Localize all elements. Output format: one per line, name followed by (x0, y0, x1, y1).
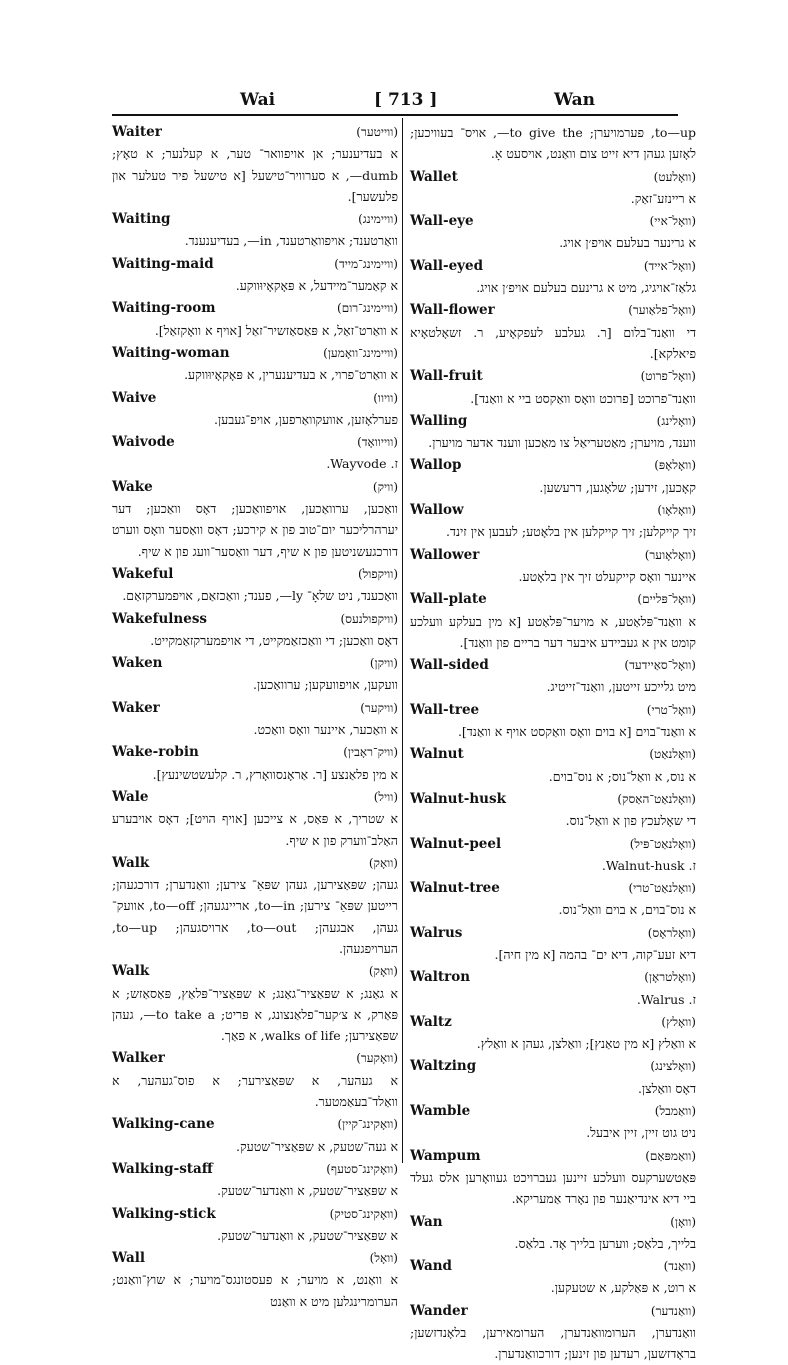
headword: Wander (410, 1302, 468, 1319)
headword: Wall-flower (410, 302, 495, 319)
pronunciation: (וואָלאָו) (657, 503, 696, 518)
headword: Wall-plate (410, 591, 487, 608)
entry-headline (112, 477, 398, 498)
entry-headline (410, 455, 696, 476)
headword: Wakefulness (112, 610, 208, 627)
entry-headline (410, 589, 696, 610)
dictionary-entry (112, 477, 398, 562)
page-header (112, 90, 678, 116)
headword: Waive (112, 389, 157, 406)
definition: א וואַרט־זאַל, א פּאַסאַזשיר־זאַל [אויף א וואָקזאַל]. (154, 322, 398, 338)
headword: Wallop (410, 457, 462, 474)
definition: קאָכען, זידען; שלאָגען, דרעשען. (539, 479, 696, 495)
pronunciation: (וואָלנאַט) (649, 747, 696, 762)
headword: Waker (112, 699, 160, 716)
entry-headline (112, 961, 398, 982)
header-rule (112, 114, 678, 116)
definition: מיט גלייכע זייטען, וואַנד־זייטיג. (546, 679, 696, 695)
headword: Waiter (112, 124, 162, 140)
dictionary-entry (112, 742, 398, 785)
pronunciation: (וואָקער) (356, 1051, 398, 1066)
pronunciation: (וואָלנאַט־פּיל) (629, 836, 696, 851)
headword: Wall-sided (410, 657, 489, 674)
headword: Wampum (410, 1147, 481, 1164)
definition: א וואַלץ [א מין טאַנץ]; וואַלצן, געהן א וואַלץ. (476, 1036, 696, 1052)
entry-headline (112, 432, 398, 453)
headword: Walk (112, 963, 150, 980)
dictionary-entry (410, 923, 696, 966)
pronunciation: (וואָלטראָן) (644, 970, 696, 985)
pronunciation: (וואָלצינג) (650, 1059, 696, 1074)
dictionary-entry (112, 609, 398, 652)
entry-headline (410, 1256, 696, 1277)
definition: די וואַנד־בלום [ר. געלבע לעפקאָיע, ר. זשאָלטאָיא פיאלקא]. (410, 324, 696, 361)
definition: א גרינער בעלעם אויפ׳ן אויג. (559, 235, 696, 251)
definition: וועקען, אויפוועקען; ערוואַכען. (253, 677, 398, 693)
pronunciation: (וויקפולנעס) (340, 611, 398, 626)
dictionary-entry (410, 589, 696, 653)
headword: Walnut-husk (410, 790, 506, 807)
pronunciation: (ווייוואָד) (357, 435, 398, 450)
dictionary-entry (112, 209, 398, 252)
entry-headline (112, 254, 398, 275)
definition: ז. Wayvode. (326, 456, 398, 472)
definition: וואַנד־פרוכט [פרוכט וואָס וואַקסט ביי א וואַנד]. (470, 390, 696, 406)
definition: די שאָלעכץ פון א וואַל־נוס. (565, 813, 696, 829)
dictionary-entry (410, 789, 696, 832)
pronunciation: (וואָל־טרי) (646, 702, 696, 717)
pronunciation: (וואָלעט) (653, 169, 696, 184)
definition: זיך קייקלען; זיך קייקלען אין בלאָטע; לעבען אין זינד. (445, 524, 696, 540)
definition: א וואַנד־פּלאַטע, א מויער־פּלאַטע [א מין בעלקע וועלכע קומט אין א געביידע איבער דער בריים פון וואַנד]. (410, 613, 696, 650)
dictionary-entry (112, 853, 398, 959)
headword: Wake (112, 478, 153, 495)
definition: וואַנדערן, הערומוואַנדערן, הערומאירען, בלאָנדזשען; בראָדזשען, רעדען פון זינען; דורכוואַנדערן. (410, 1325, 696, 1362)
pronunciation: (וואָלאָוער) (644, 547, 696, 562)
definition: א שטריך, א פּאַס, א צייכען [אויף הויט]; דאָס אויבערע האַלב־ווערק פון א שיף. (112, 811, 398, 848)
dictionary-entry (410, 122, 696, 165)
pronunciation: (וואָקינג־קיין) (337, 1117, 398, 1132)
pronunciation: (וואָל) (369, 1251, 398, 1266)
definition: א וואַנד־בוים [א בוים וואָס וואַקסט אויף א וואַנד]. (457, 724, 696, 740)
dictionary-entry (410, 1056, 696, 1099)
headword: Waivode (112, 434, 175, 451)
entry-headline (410, 878, 696, 899)
header-right-word: Wan (554, 90, 595, 110)
entry-headline (410, 967, 696, 988)
headword: Walk (112, 854, 150, 871)
entry-headline (410, 300, 696, 321)
definition: וואַכענד, ניט שלאָ־ ly—, פענד; וואַכזאַם, אויפמערקזאַם. (122, 588, 398, 604)
entry-headline (112, 742, 398, 763)
entry-headline (410, 1301, 696, 1322)
definition: ווענד, מויערן; מאַטעריאַל צו מאַכען ווענד אדער מויערן. (428, 435, 696, 451)
pronunciation: (וואָל־איי) (649, 214, 696, 229)
definition: בלייך, בלאַס; ווערען בלייך אָד. בלאַס. (514, 1235, 696, 1251)
definition: א בעדיענער; אן אויפוואר־ טער, א קעלנער; א טאָץ; dumb—, א סערוויר־טישעל [א טישעל פיר טעלער און פלעשער]. (112, 146, 398, 204)
pronunciation: (וויל) (373, 789, 398, 804)
headword: Walking-cane (112, 1116, 215, 1133)
headword: Waltron (410, 969, 471, 986)
dictionary-entry (410, 300, 696, 364)
headword: Wall-tree (410, 701, 480, 718)
headword: Wallower (410, 546, 480, 563)
dictionary-entry (410, 967, 696, 1010)
entry-headline (410, 167, 696, 188)
dictionary-entry (112, 698, 398, 741)
definition: א וואַכער, איינער וואָס וואַכט. (253, 722, 398, 738)
entry-headline (410, 256, 696, 277)
pronunciation: (וואָל־פלאַוער) (628, 303, 696, 318)
dictionary-entry (410, 700, 696, 743)
entry-headline (112, 564, 398, 585)
definition: דאָס וואַכען; די וואַכזאַמקייט, די אויפמערקזאַמקייט. (150, 632, 398, 648)
headword: Wall-eye (410, 213, 474, 230)
dictionary-entry (410, 211, 696, 254)
headword: Wakeful (112, 565, 174, 582)
entry-headline (112, 1159, 398, 1180)
dictionary-entry (112, 254, 398, 297)
definition: געהן; שפּאַצירען, געהן שפּאַ־ צירען; וואַנדערן; דורכגעהן; רייטען שפּאַ־ צירען; to—in, אריינגעהן; to—off, אוועק־ געהן, אבגעהן; to—out, ארויסגעהן; to—up, הערויפגעהן. (112, 877, 398, 956)
entry-headline (112, 1114, 398, 1135)
entry-headline (112, 122, 398, 143)
pronunciation: (וואָלראָס) (647, 925, 696, 940)
left-column (112, 122, 399, 1309)
dictionary-entry (410, 1301, 696, 1365)
entry-headline (410, 211, 696, 232)
dictionary-entry (410, 545, 696, 588)
entry-headline (410, 834, 696, 855)
dictionary-entry (410, 655, 696, 698)
pronunciation: (וויקן) (369, 656, 398, 671)
entry-headline (410, 923, 696, 944)
dictionary-entry (112, 122, 398, 207)
definition: וואַרטענד; אויפוואַרטענד, in—, בעדיענענד. (184, 233, 398, 249)
entry-headline (410, 500, 696, 521)
dictionary-entry (410, 366, 696, 409)
entry-headline (410, 744, 696, 765)
pronunciation: (וויקפול) (357, 566, 398, 581)
dictionary-entry (410, 834, 696, 877)
pronunciation: (וואַמפּאַם) (645, 1148, 696, 1163)
pronunciation: (וואַנדער) (650, 1303, 696, 1318)
headword: Waiting-room (112, 300, 216, 317)
dictionary-entry (112, 1204, 398, 1247)
definition: א שפּאַציר־שטעק, א וואַנדער־שטעק. (217, 1183, 398, 1199)
pronunciation: (וויק־ראָבין) (343, 745, 398, 760)
pronunciation: (וויימינג־רום) (337, 301, 398, 316)
dictionary-entry (112, 298, 398, 341)
headword: Walker (112, 1050, 165, 1067)
definition: ז. Walnut-husk. (601, 857, 696, 873)
definition: א גאַנג; א שפּאַציר־גאַנג; א שפּאַציר־פּלאַץ, פּאַסאַזש; א פּאַרק, א צ׳קער־פלאַנצונג, א פּריט; to take a—, געהן שפּאַצירען; walks of life, א פאַך. (112, 985, 399, 1044)
pronunciation: (וואָל־אייד) (643, 258, 696, 273)
definition: א געהער, א שפּאַצירער; א פוס־געהער, א וואַלד־בעאַמטער. (112, 1072, 398, 1110)
dictionary-entry (410, 878, 696, 921)
entry-headline (112, 1248, 398, 1269)
pronunciation: (וואָלנאַט־האַסק) (617, 791, 696, 806)
entry-headline (112, 653, 398, 674)
pronunciation: (וואָק) (368, 855, 398, 870)
definition: ז. Walrus. (636, 991, 696, 1007)
entry-headline (112, 609, 398, 630)
entry-headline (112, 209, 398, 230)
pronunciation: (וואָן) (670, 1214, 696, 1229)
headword: Wamble (410, 1103, 471, 1120)
pronunciation: (וואַמבל) (654, 1104, 696, 1119)
entry-headline (410, 545, 696, 566)
pronunciation: (וואָלץ) (661, 1014, 696, 1029)
column-divider (402, 118, 403, 1163)
headword: Waiting-woman (112, 344, 230, 361)
headword: Wand (410, 1258, 452, 1275)
entry-headline (410, 1056, 696, 1077)
dictionary-entry (112, 787, 398, 851)
headword: Walking-stick (112, 1205, 216, 1222)
definition: פערלאָזען, אוועקוואַרפען, אויפ־געבען. (213, 411, 398, 427)
definition: פּאַטשערקעס וועלכע זיינען געברויכט געוואָרען אלס געלד ביי דיא אינדיאַנער פון נאָרד אַמעריקא. (410, 1169, 696, 1207)
pronunciation: (וואָק) (368, 964, 398, 979)
entry-headline (410, 655, 696, 676)
dictionary-entry (410, 411, 696, 454)
pronunciation: (וויק) (372, 479, 398, 494)
dictionary-entry (410, 1146, 696, 1210)
definition: וואַכען, ערוואַכען, אויפוואַכען; דאָס וואַכען; דער יערהרליכער יום־טוב פון א קירכע; דאָס וואַסער וואָס ווערט דורכגעשניטען פון א שיף, דער וואַסער־וועג פון א שיף. (112, 501, 398, 559)
definition: דיא זעע־קוה, דיא ים־ בהמה [א מין חיה]. (494, 946, 696, 962)
entry-headline (410, 1146, 696, 1167)
dictionary-entry (112, 1159, 398, 1202)
headword: Wake-robin (112, 744, 199, 761)
dictionary-entry (112, 343, 398, 386)
definition: א וואַנט, א מויער; א פעסטונגס־מויער; א שוץ־וואַנט; הערומרינגלען מיט א וואַנט (112, 1272, 398, 1309)
headword: Wallet (410, 168, 458, 185)
entry-headline (410, 411, 696, 432)
definition: איינער וואָס קייקעלט זיך אין בלאָטע. (518, 568, 696, 584)
definition: גלאַז־אויגיג, מיט א גרינעם בעלעם אויפ׳ן אויג. (476, 280, 696, 296)
pronunciation: (וואָל־פרוט) (640, 369, 696, 384)
definition: א נוס, א וואַל־נוס; א נוס־בוים. (548, 768, 696, 784)
definition: א רוט, א פּאַלקע, א שטעקען. (550, 1280, 696, 1296)
headword: Wall (112, 1250, 145, 1267)
dictionary-entry (112, 1048, 398, 1112)
pronunciation: (וואָקינג־סטעף) (326, 1161, 398, 1176)
entry-headline (410, 366, 696, 387)
pronunciation: (וואָלינג) (656, 413, 696, 428)
definition: א קאַמער־מיידעל, א פּאָקאָיוּווקע. (235, 278, 398, 294)
dictionary-entry (410, 744, 696, 787)
headword: Waken (112, 655, 163, 672)
headword: Walnut-peel (410, 835, 502, 852)
dictionary-entry (112, 432, 398, 475)
entry-headline (112, 853, 398, 874)
page-number: [ 713 ] (374, 90, 438, 110)
entry-headline (410, 700, 696, 721)
headword: Waiting (112, 211, 171, 228)
entry-headline (112, 298, 398, 319)
dictionary-entry (410, 1212, 696, 1255)
entry-headline (112, 698, 398, 719)
dictionary-entry (410, 455, 696, 498)
header-left-word: Wai (240, 90, 276, 110)
entry-headline (410, 1101, 696, 1122)
pronunciation: (וויוו) (373, 390, 398, 405)
dictionary-entry (112, 961, 398, 1046)
pronunciation: (וויימינג־מייד) (334, 256, 398, 271)
pronunciation: (וויימינג) (358, 212, 398, 227)
dictionary-entry (410, 1101, 696, 1144)
headword: Wall-eyed (410, 257, 484, 274)
dictionary-entry (112, 388, 398, 431)
pronunciation: (וואָל־סאַיידעד) (624, 658, 696, 673)
dictionary-entry (112, 1248, 398, 1312)
entry-headline (410, 1212, 696, 1233)
definition: to—up, פערמויערן; to give the—, אויס־ בעוויכען; לאָזען געהן דיא זייט צום וואַנט, אויסעט אָ. (410, 125, 696, 162)
entry-headline (112, 1204, 398, 1225)
headword: Walrus (410, 924, 463, 941)
dictionary-entry (410, 1012, 696, 1055)
pronunciation: (וואָקינג־סטיק) (329, 1206, 398, 1221)
dictionary-entry (410, 1256, 696, 1299)
entry-headline (112, 388, 398, 409)
pronunciation: (ווייטער) (356, 125, 398, 139)
definition: א נוס־בוים, א בוים וואַל־נוס. (558, 902, 696, 918)
entry-headline (112, 1048, 398, 1069)
definition: דאָס וואַלצן. (637, 1080, 696, 1096)
pronunciation: (וויקער) (360, 700, 398, 715)
right-column (410, 122, 696, 1362)
dictionary-entry (410, 167, 696, 210)
definition: א געה־שטעק, א שפּאַציר־שטעק. (235, 1138, 398, 1154)
dictionary-entry (112, 1114, 398, 1157)
definition: א וואַרט־פרוי, א בעדיענערין, א פּאָקאָיוּווקע. (184, 367, 398, 383)
definition: ניט גוט זיין, זיין איבעל. (586, 1125, 696, 1141)
headword: Walnut-tree (410, 880, 500, 897)
dictionary-entry (410, 500, 696, 543)
headword: Wallow (410, 502, 464, 519)
entry-headline (112, 343, 398, 364)
headword: Walking-staff (112, 1160, 213, 1177)
headword: Wale (112, 788, 149, 805)
headword: Walling (410, 412, 468, 429)
headword: Waltz (410, 1013, 452, 1030)
pronunciation: (וויימינג־וואָמען) (323, 345, 398, 360)
dictionary-entry (112, 564, 398, 607)
definition: א שפּאַציר־שטעק, א וואַנדער־שטעק. (217, 1227, 398, 1243)
definition: א ריינזע־זאַק. (630, 190, 696, 206)
entry-headline (410, 789, 696, 810)
headword: Waltzing (410, 1058, 477, 1075)
definition: א מין פלאַנצע [ר. אַראָנסוואָרץ, ר. קלעשטשינעץ]. (152, 766, 398, 782)
pronunciation: (וואַנד) (663, 1259, 696, 1274)
dictionary-entry (112, 653, 398, 696)
headword: Wall-fruit (410, 368, 483, 385)
pronunciation: (וואָלנאַט־טרי) (628, 881, 696, 896)
dictionary-entry (410, 256, 696, 299)
headword: Walnut (410, 746, 464, 763)
headword: Wan (410, 1213, 443, 1230)
pronunciation: (וואָל־פּליים) (637, 592, 696, 607)
headword: Waiting-maid (112, 255, 214, 272)
entry-headline (112, 787, 398, 808)
pronunciation: (וואָלאָפּ) (654, 458, 696, 473)
entry-headline (410, 1012, 696, 1033)
